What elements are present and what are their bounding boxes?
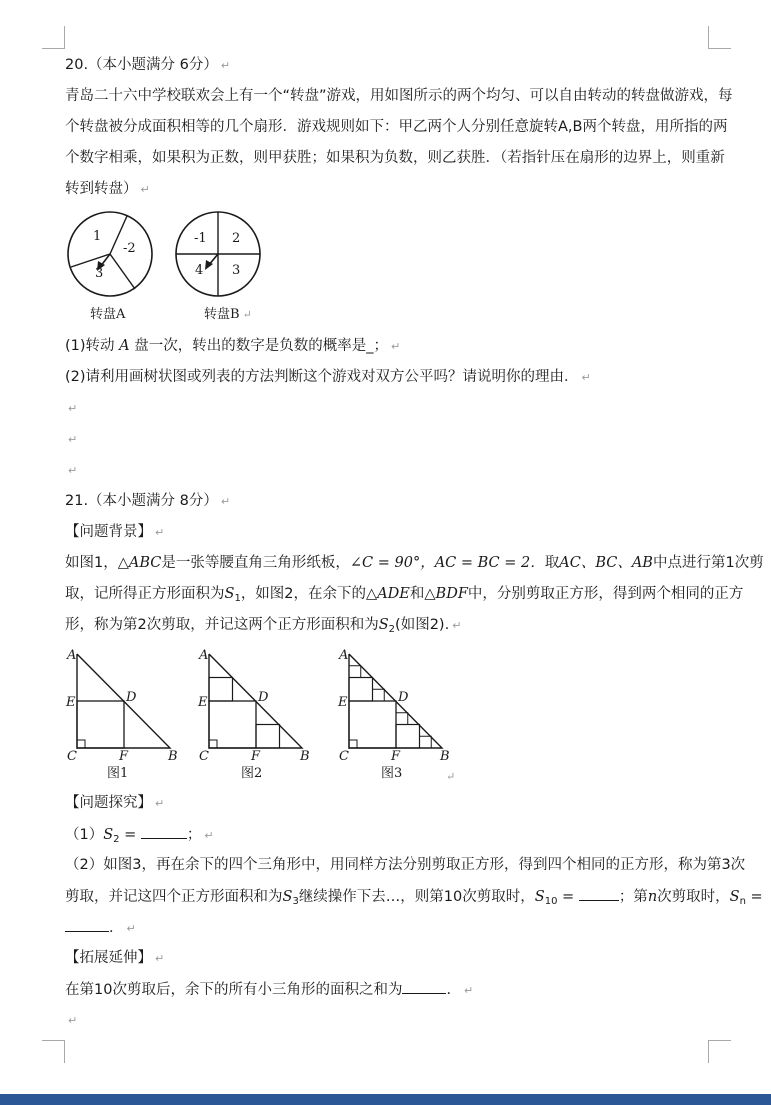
q21-explore-part-2-line-1: （2）如图3，再在余下的四个三角形中，用同样方法分别剪取正方形，得到四个相同的正方形，称为第3次 [65,857,746,873]
figure-point-label-a: A [199,648,209,663]
wheel-b-number-3: 3 [232,263,241,278]
figure-point-label-b: B [168,749,178,764]
figure-point-label-b: B [300,749,310,764]
q20-header: 20.（本小题满分 6分） ↵ [65,57,231,73]
figure-point-label-f: F [119,749,129,764]
q21-background-line-3: 形，称为第2次剪取，并记这两个正方形面积和为$S_2$(如图2). ↵ [65,617,462,635]
q21-explore-part-2-line-2: 剪取，并记这四个正方形面积和为$S_3$继续操作下去…，则第10次剪取时，$S_{10}$ = ；第n次剪取时，$S_n$ = [65,886,715,912]
q20-paragraph-line-1: 青岛二十六中学校联欢会上有一个“转盘”游戏，用如图所示的两个均匀、可以自由转动的转盘做游戏，每 [65,88,733,104]
remaining-area-answer-blank[interactable] [402,979,446,994]
q21-explore-part-1: $(1)S_2$ = ； ↵ [65,824,715,850]
figure-point-label-c: C [339,749,349,764]
q20-part-1: (1)转动 A 盘一次，转出的数字是负数的概率是_； ↵ [65,338,401,354]
wheel-b-number-2: 2 [232,231,241,246]
figure-point-label-d: D [258,690,269,705]
wheel-a-caption: 转盘A [90,307,126,322]
figure-3-caption: 图3 [381,766,403,781]
figure-3 [332,640,457,764]
empty-paragraph-4: ↵ [68,1014,78,1027]
wheel-b-number-neg1: -1 [194,231,207,246]
figure-point-label-a: A [339,648,349,663]
figure-point-label-e: E [66,695,76,710]
wheel-b-number-4: 4 [195,263,204,278]
figure-point-label-e: E [198,695,208,710]
wheel-a-number-3: 3 [95,266,104,281]
q20-paragraph-line-2: 个转盘被分成面积相等的几个扇形．游戏规则如下：甲乙两个人分别任意旋转A,B两个转盘，用所指的两 [65,119,728,135]
sn-answer-blank[interactable] [65,917,109,932]
q21-background-line-2: 取，记所得正方形面积为$S_1$，如图2，在余下的△ADE和△BDF中，分别剪取正方形，得到两个相同的正方 [65,586,744,604]
q21-background-title: 【问题背景】 ↵ [65,524,165,540]
figure-point-label-d: D [126,690,137,705]
figure-point-label-f: F [391,749,401,764]
figure-point-label-b: B [440,749,450,764]
q20-part-2: (2)请利用画树状图或列表的方法判断这个游戏对双方公平吗？请说明你的理由． ↵ [65,369,591,385]
q21-background-line-1: 如图1，△ABC是一张等腰直角三角形纸板，∠C = 90°，AC = BC = 2．取AC、BC、AB中点进行第1次剪 [65,555,764,571]
crop-mark-top-left [42,26,65,49]
q20-paragraph-line-4: 转到转盘） ↵ [65,181,150,197]
q20-paragraph-line-3: 个数字相乘，如果积为正数，则甲获胜；如果积为负数，则乙获胜．（若指针压在扇形的边界上，则重新 [65,150,725,166]
crop-mark-bottom-right [708,1040,731,1063]
figure-2 [192,640,317,764]
figure-point-label-c: C [199,749,209,764]
wheel-b-caption: 转盘B ↵ [204,307,252,322]
s10-answer-blank[interactable] [579,886,619,901]
q21-explore-title: 【问题探究】 ↵ [65,795,165,811]
figure-point-label-e: E [338,695,348,710]
wheel-a-number-neg2: -2 [123,241,136,256]
empty-paragraph-2: ↵ [68,433,78,446]
empty-paragraph-3: ↵ [68,464,78,477]
q21-extension-question: 在第10次剪取后，余下的所有小三角形的面积之和为 ． ↵ [65,979,715,1001]
q21-extension-title: 【拓展延伸】 ↵ [65,950,165,966]
crop-mark-bottom-left [42,1040,65,1063]
figure-point-label-a: A [67,648,77,663]
wheel-a-figure [60,207,160,302]
wheel-a-number-1: 1 [93,229,102,244]
figure-1 [60,640,185,764]
s2-answer-blank[interactable] [141,824,187,839]
crop-mark-top-right [708,26,731,49]
figure-point-label-c: C [67,749,77,764]
figure-point-label-f: F [251,749,261,764]
figure-point-label-d: D [398,690,409,705]
wheel-b-figure [170,207,270,302]
empty-paragraph-1: ↵ [68,402,78,415]
q21-explore-part-2-line-3: ． ↵ [65,917,715,939]
window-bottom-bar [0,1094,771,1105]
figure-paragraph-mark: ↵ [446,770,456,783]
figure-2-caption: 图2 [241,766,263,781]
figure-1-caption: 图1 [107,766,129,781]
q21-header: 21.（本小题满分 8分） ↵ [65,493,231,509]
